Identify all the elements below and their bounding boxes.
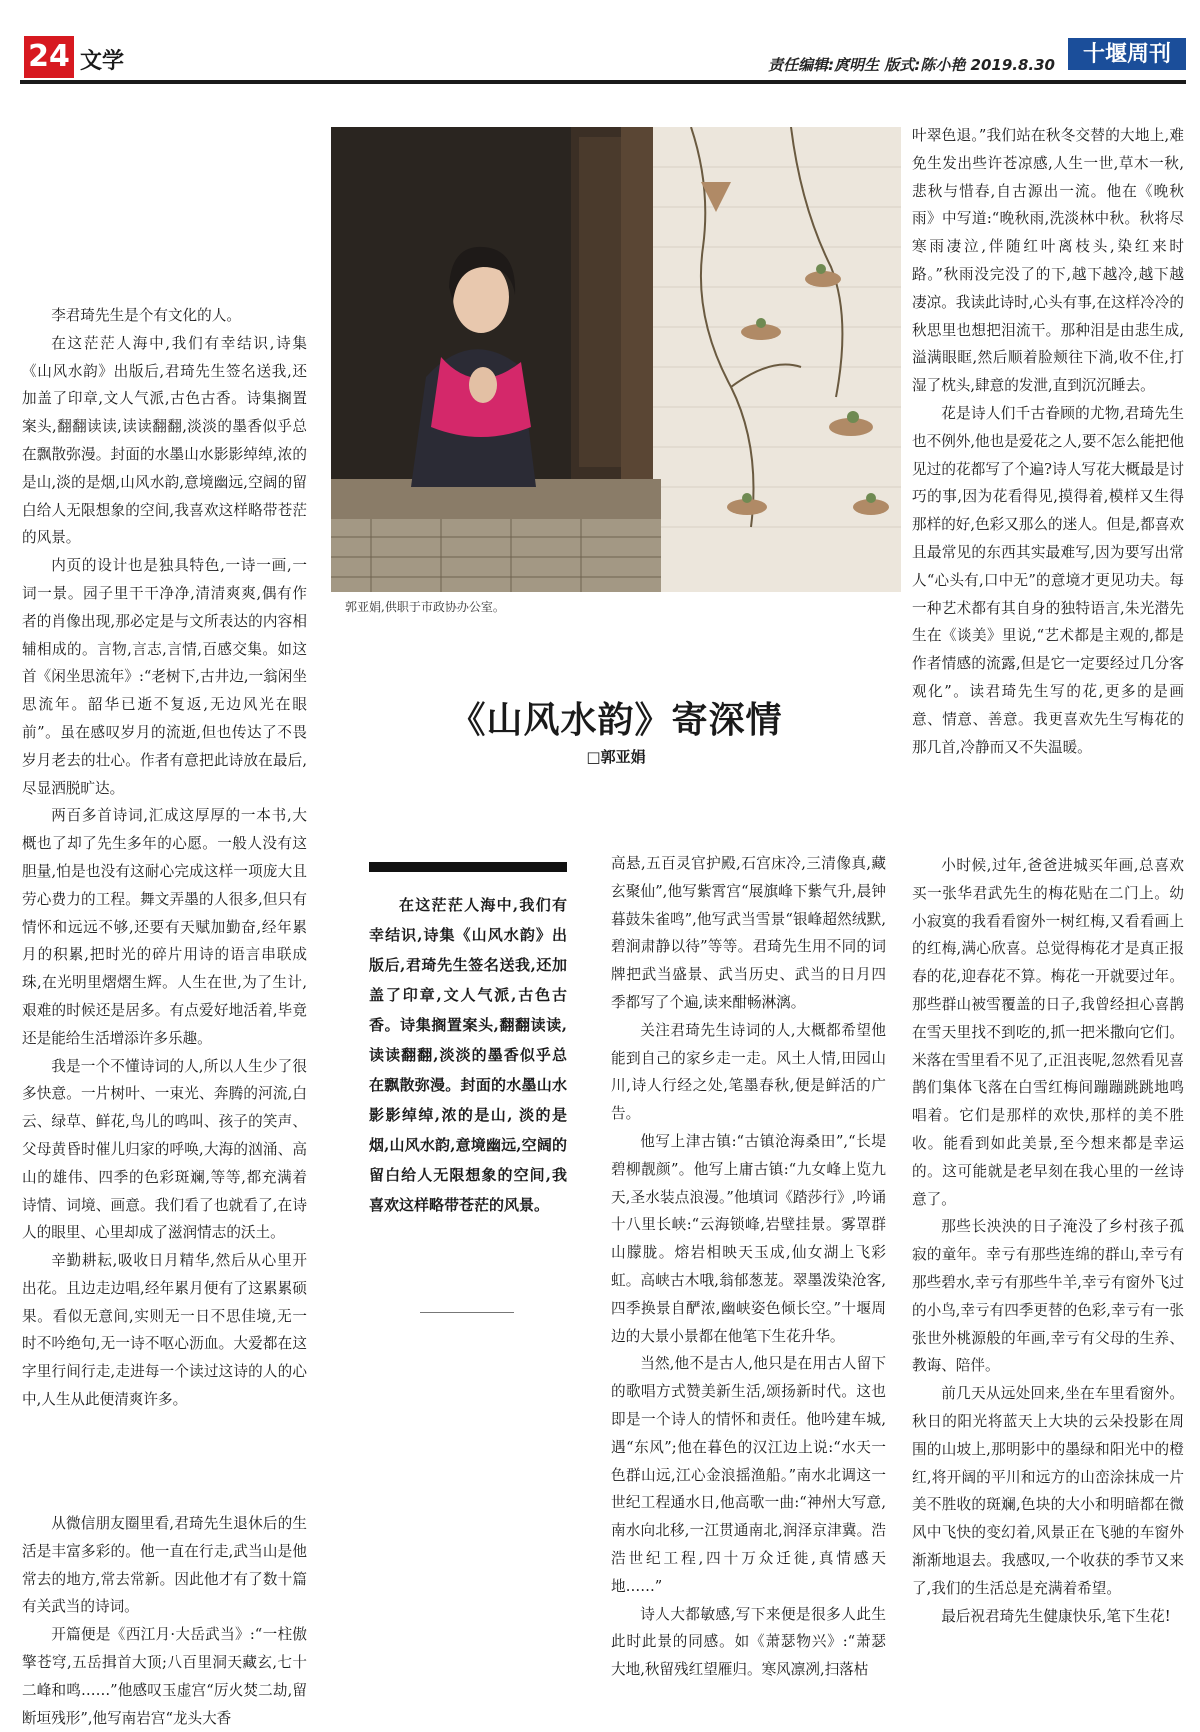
paragraph: 两百多首诗词,汇成这厚厚的一本书,大概也了却了先生多年的心愿。一般人没有这胆量,怕是也没有这耐心完成这样一项庞大且劳心费力的工程。舞文弄墨的人很多,但只有情怀和远远不够,还要有天赋加勤奋,经年累月的积累,把时光的碎片用诗的语言串联成珠,在光明里熠熠生辉。人生在世,为了生计,艰难的时候还是居多。有点爱好地活着,毕竟还是能给生活增添许多乐趣。 bbox=[22, 807, 307, 1047]
pull-quote bbox=[369, 890, 567, 1220]
column-2 bbox=[611, 850, 886, 1684]
author-photo bbox=[331, 127, 901, 592]
paragraph: 诗人大都敏感,写下来便是很多人此生此时此景的同感。如《萧瑟物兴》:“萧瑟大地,秋留残红望雁归。寒风凛冽,扫落枯 bbox=[611, 1605, 886, 1679]
masthead-logo: 十堰周刊 bbox=[1068, 38, 1186, 70]
paragraph: 花是诗人们千古眷顾的尤物,君琦先生也不例外,他也是爱花之人,要不怎么能把他见过的花都写了个遍?诗人写花大概最是讨巧的事,因为花看得见,摸得着,模样又生得那样的好,色彩又那么的迷人。但是,都喜欢且最常见的东西其实最难写,因为要写出常人“心头有,口中无”的意境才更见功夫。每一种艺术都有其自身的独特语言,朱光潜先生在《谈美》里说,“艺术都是主观的,都是作者情感的流露,但是它一定要经过几分客观化”。读君琦先生写的花,更多的是画意、情意、善意。我更喜欢先生写梅花的那几首,冷静而又不失温暖。 bbox=[912, 404, 1184, 756]
article-title: 《山风水韵》寄深情 bbox=[449, 699, 783, 741]
paragraph: 开篇便是《西江月·大岳武当》:“一柱傲擎苍穹,五岳揖首大顶;八百里洞天藏玄,七十二峰和鸣……”他感叹玉虚宫“厉火焚二劫,留断垣残形”,他写南岩宫“龙头大香 bbox=[22, 1626, 307, 1727]
paragraph: 小时候,过年,爸爸进城买年画,总喜欢买一张华君武先生的梅花贴在二门上。幼小寂寞的我看看窗外一树红梅,又看看画上的红梅,满心欣喜。总觉得梅花才是真正报春的花,迎春花不算。梅花一开就要过年。那些群山被雪覆盖的日子,我曾经担心喜鹊在雪天里找不到吃的,抓一把米撒向它们。米落在雪里看不见了,正沮丧呢,忽然看见喜鹊们集体飞落在白雪红梅间蹦蹦跳跳地鸣唱着。它们是那样的欢快,那样的美不胜收。能看到如此美景,至今想来都是幸运的。这可能就是老早刻在我心里的一丝诗意了。 bbox=[912, 857, 1184, 1208]
paragraph: 高悬,五百灵官护殿,石宫床冷,三清像真,藏玄聚仙”,他写紫霄宫“展旗峰下紫气升,晨钟暮鼓朱雀鸣”,他写武当雪景“银峰超然绒默,碧涧肃静以待”等等。君琦先生用不同的词牌把武当盛景、武当历史、武当的日月四季都写了个遍,读来酣畅淋漓。 bbox=[611, 855, 886, 1011]
paragraph: 李君琦先生是个有文化的人。 bbox=[51, 307, 241, 324]
pull-quote-rule bbox=[420, 1312, 514, 1313]
paragraph: 在这茫茫人海中,我们有幸结识,诗集《山风水韵》出版后,君琦先生签名送我,还加盖了印章,文人气派,古色古香。诗集搁置案头,翻翻读读,读读翻翻,淡淡的墨香似乎总在飘散弥漫。封面的水墨山水影影绰绰,浓的是山,淡的是烟,山风水韵,意境幽远,空阔的留白给人无限想象的空间,我喜欢这样略带苍茫的风景。 bbox=[22, 334, 307, 547]
paragraph: 从微信朋友圈里看,君琦先生退休后的生活是丰富多彩的。他一直在行走,武当山是他常去的地方,常去常新。因此他才有了数十篇有关武当的诗词。 bbox=[22, 1515, 307, 1616]
column-1-bottom bbox=[22, 1510, 307, 1732]
paragraph: 他写上津古镇:“古镇沧海桑田”,“长堤碧柳靓颜”。他写上庸古镇:“九女峰上览九天,圣水装点浪漫。”他填词《踏莎行》,吟诵十八里长峡:“云海锁峰,岩壁挂景。雾罩群山朦胧。熔岩相映天玉成,仙女湖上飞彩虹。高峡古木哦,翁郁葱茏。翠墨泼染沧客,四季换景自酽浓,幽峡姿色倾长空。”十堰周边的大景小景都在他笔下生花升华。 bbox=[611, 1132, 886, 1345]
pull-quote-text: 在这茫茫人海中,我们有幸结识,诗集《山风水韵》出版后,君琦先生签名送我,还加盖了印章,文人气派,古色古香。诗集搁置案头,翻翻读读,读读翻翻,淡淡的墨香似乎总在飘散弥漫。封面的水墨山水影影绰绰,浓的是山, 淡的是烟,山风水韵,意境幽远,空阔的留白给人无限想象的空间,我喜欢这样略带苍茫的风景。 bbox=[369, 896, 567, 1214]
paragraph: 关注君琦先生诗词的人,大概都希望他能到自己的家乡走一走。风土人情,田园山川,诗人行经之处,笔墨春秋,便是鲜活的广告。 bbox=[611, 1021, 886, 1123]
article-author: □郭亚娟 bbox=[586, 748, 646, 766]
pull-quote-bar bbox=[369, 862, 567, 872]
paragraph: 最后祝君琦先生健康快乐,笔下生花! bbox=[941, 1607, 1171, 1625]
paragraph: 那些长泱泱的日子淹没了乡村孩子孤寂的童年。幸亏有那些连绵的群山,幸亏有那些碧水,幸亏有那些牛羊,幸亏有窗外飞过的小鸟,幸亏有四季更替的色彩,幸亏有一张张世外桃源般的年画,幸亏有父母的生养、教诲、陪伴。 bbox=[912, 1218, 1184, 1375]
page-number: 24 bbox=[24, 36, 74, 78]
column-3-top bbox=[912, 122, 1184, 761]
paragraph: 当然,他不是古人,他只是在用古人留下的歌唱方式赞美新生活,颂扬新时代。这也即是一个诗人的情怀和责任。他吟建车城,遇“东风”;他在暮色的汉江边上说:“水天一色群山远,江心金浪摇渔船。”南水北调这一世纪工程通水日,他高歌一曲:“神州大写意,南水向北移,一江贯通南北,润泽京津冀。浩浩世纪工程,四十万众迁徙,真情感天地……” bbox=[611, 1355, 886, 1595]
paragraph: 叶翠色退。”我们站在秋冬交替的大地上,难免生发出些许苍凉感,人生一世,草木一秋,悲秋与惜春,自古源出一流。他在《晚秋雨》中写道:“晚秋雨,洗淡林中秋。秋将尽寒雨凄泣,伴随红叶离枝头,染红来时路。”秋雨没完没了的下,越下越冷,越下越凄凉。我读此诗时,心头有事,在这样冷冷的秋思里也想把泪流干。那种泪是由悲生成,溢满眼眶,然后顺着脸颊往下淌,收不住,打湿了枕头,肆意的发泄,直到沉沉睡去。 bbox=[912, 127, 1184, 395]
column-1-top bbox=[22, 302, 307, 1414]
paragraph: 我是一个不懂诗词的人,所以人生少了很多快意。一片树叶、一束光、奔腾的河流,白云、绿草、鲜花,鸟儿的鸣叫、孩子的笑声、父母黄昏时催儿归家的呼唤,大海的汹涌、高山的雄伟、四季的色彩斑斓,等等,都充满着诗情、词境、画意。我们看了也就看了,在诗人的眼里、心里却成了滋润情志的沃土。 bbox=[22, 1057, 307, 1242]
column-3-bottom bbox=[912, 852, 1184, 1630]
photo-caption: 郭亚娟,供职于市政协办公室。 bbox=[345, 600, 505, 614]
header-rule bbox=[20, 80, 1186, 84]
section-title: 文学 bbox=[80, 49, 125, 74]
paragraph: 前几天从远处回来,坐在车里看窗外。秋日的阳光将蓝天上大块的云朵投影在周围的山坡上,那明影中的墨绿和阳光中的橙红,将开阔的平川和远方的山峦涂抹成一片美不胜收的斑斓,色块的大小和明暗都在微风中飞快的变幻着,风景正在飞驰的车窗外渐渐地退去。我感叹,一个收获的季节又来了,我们的生活总是充满着希望。 bbox=[912, 1385, 1184, 1597]
paragraph: 辛勤耕耘,吸收日月精华,然后从心里开出花。且边走边唱,经年累月便有了这累累硕果。看似无意间,实则无一日不思佳境,无一时不吟绝句,无一诗不呕心沥血。大爱都在这字里行间行走,走进每一个读过这诗的人的心中,人生从此便清爽许多。 bbox=[22, 1252, 307, 1409]
editor-credits: 责任编辑:庹明生 版式:陈小艳 2019.8.30 bbox=[768, 56, 1055, 74]
paragraph: 内页的设计也是独具特色,一诗一画,一词一景。园子里干干净净,清清爽爽,偶有作者的肖像出现,那必定是与文所表达的内容相辅相成的。言物,言志,言情,百感交集。如这首《闲坐思流年》:“老树下,古井边,一翁闲坐思流年。韶华已逝不复返,无边风光在眼前”。虽在感叹岁月的流逝,但也传达了不畏岁月老去的壮心。作者有意把此诗放在最后,尽显洒脱旷达。 bbox=[22, 557, 307, 797]
